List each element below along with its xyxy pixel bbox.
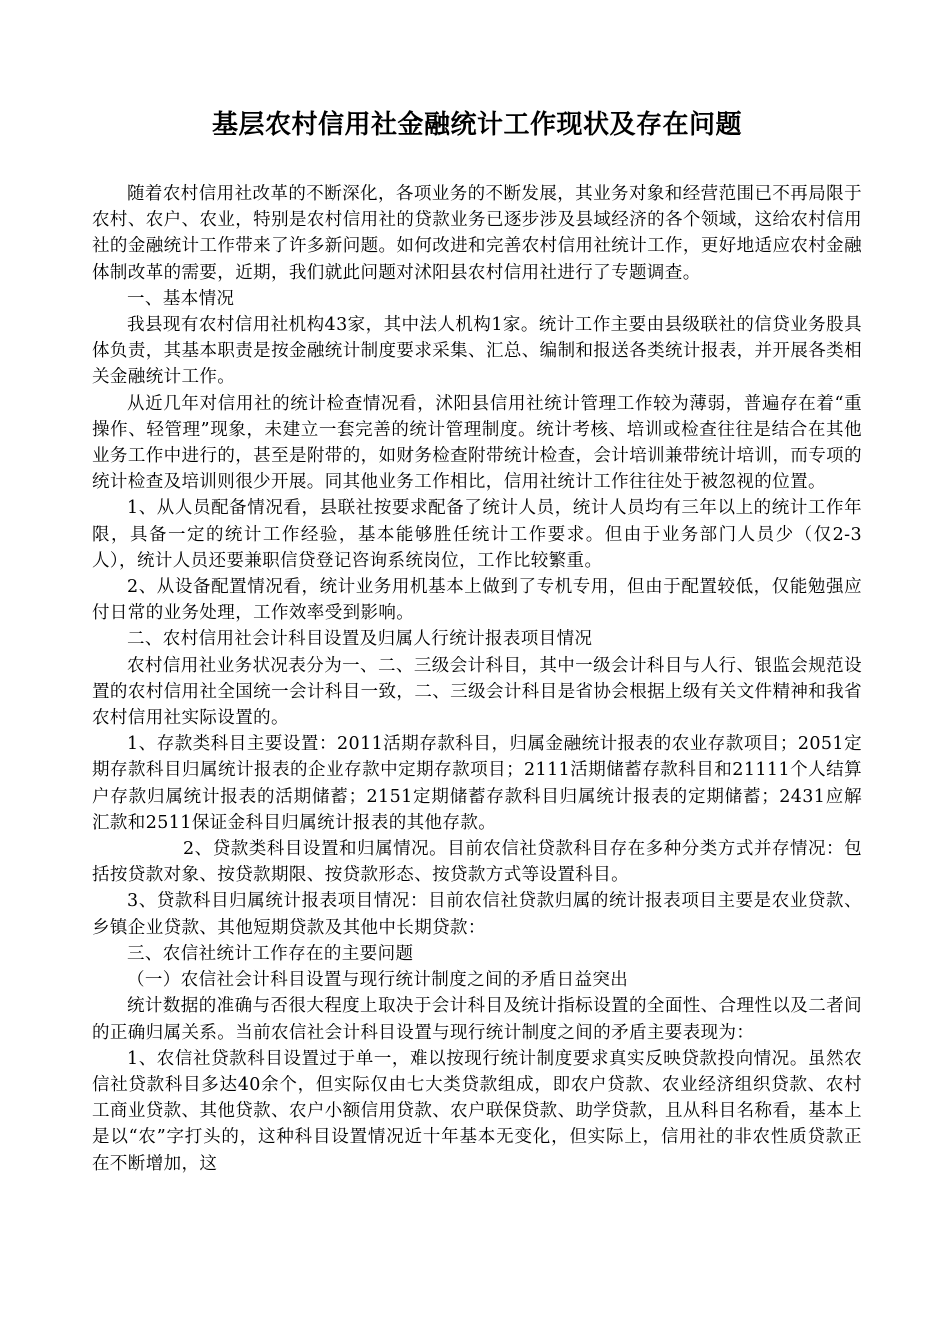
paragraph: 从近几年对信用社的统计检查情况看，沭阳县信用社统计管理工作较为薄弱，普遍存在着“重操作、轻管理”现象，未建立一套完善的统计管理制度。统计考核、培训或检查往往是结合在其他业务工作中进行的，甚至是附带的，如财务检查附带统计检查，会计培训兼带统计培训，而专项的统计检查及培训则很少开展。同其他业务工作相比，信用社统计工作往往处于被忽视的位置。 [92,393,862,493]
paragraph-intro: 随着农村信用社改革的不断深化，各项业务的不断发展，其业务对象和经营范围已不再局限于农村、农户、农业，特别是农村信用社的贷款业务已逐步涉及县域经济的各个领域，这给农村信用社的金融统计工作带来了许多新问题。如何改进和完善农村信用社统计工作，更好地适应农村金融体制改革的需要，近期，我们就此问题对沭阳县农村信用社进行了专题调查。 [92,184,862,283]
section-heading-accounting-subjects: 二、农村信用社会计科目设置及归属人行统计报表项目情况 [127,629,593,650]
section-heading-basic-situation: 一、基本情况 [127,288,235,309]
document-body [92,181,862,1177]
paragraph: 1、存款类科目主要设置：2011活期存款科目，归属金融统计报表的农业存款项目；2051定期存款科目归属统计报表的企业存款中定期存款项目；2111活期储蓄存款科目和21111个人结算户存款归属统计报表的活期储蓄；2151定期储蓄存款科目归属统计报表的定期储蓄；2431应解汇款和2511保证金科目归属统计报表的其他存款。 [92,734,862,833]
paragraph: 1、农信社贷款科目设置过于单一，难以按现行统计制度要求真实反映贷款投向情况。虽然农信社贷款科目多达40余个，但实际仅由七大类贷款组成，即农户贷款、农业经济组织贷款、农村工商业贷款、其他贷款、农户小额信用贷款、农户联保贷款、助学贷款，且从科目名称看，基本上是以“农”字打头的，这种科目设置情况近十年基本无变化，但实际上，信用社的非农性质贷款正在不断增加，这 [92,1048,862,1174]
paragraph: 2、贷款类科目设置和归属情况。目前农信社贷款科目存在多种分类方式并存情况：包括按贷款对象、按贷款期限、按贷款形态、按贷款方式等设置科目。 [92,839,862,886]
paragraph: 3、贷款科目归属统计报表项目情况：目前农信社贷款归属的统计报表项目主要是农业贷款、乡镇企业贷款、其他短期贷款及其他中长期贷款： [92,891,862,938]
paragraph: 我县现有农村信用社机构43家，其中法人机构1家。统计工作主要由县级联社的信贷业务股具体负责，其基本职责是按金融统计制度要求采集、汇总、编制和报送各类统计报表，并开展各类相关金融统计工作。 [92,315,862,388]
paragraph: 农村信用社业务状况表分为一、二、三级会计科目，其中一级会计科目与人行、银监会规范设置的农村信用社全国统一会计科目一致，二、三级会计科目是省协会根据上级有关文件精神和我省农村信用社实际设置的。 [92,655,862,729]
subsection-heading: （一）农信社会计科目设置与现行统计制度之间的矛盾日益突出 [127,970,629,991]
document-page [92,100,862,1177]
paragraph: 2、从设备配置情况看，统计业务用机基本上做到了专机专用，但由于配置较低，仅能勉强应付日常的业务处理，工作效率受到影响。 [92,577,862,624]
paragraph: 统计数据的准确与否很大程度上取决于会计科目及统计指标设置的全面性、合理性以及二者间的正确归属关系。当前农信社会计科目设置与现行统计制度之间的矛盾主要表现为： [92,996,862,1043]
paragraph: 1、从人员配备情况看，县联社按要求配备了统计人员，统计人员均有三年以上的统计工作年限，具备一定的统计工作经验，基本能够胜任统计工作要求。但由于业务部门人员少（仅2-3人），统计人员还要兼职信贷登记咨询系统岗位，工作比较繁重。 [92,498,862,571]
section-heading-main-problems: 三、农信社统计工作存在的主要问题 [127,943,414,964]
document-title: 基层农村信用社金融统计工作现状及存在问题 [211,110,742,140]
